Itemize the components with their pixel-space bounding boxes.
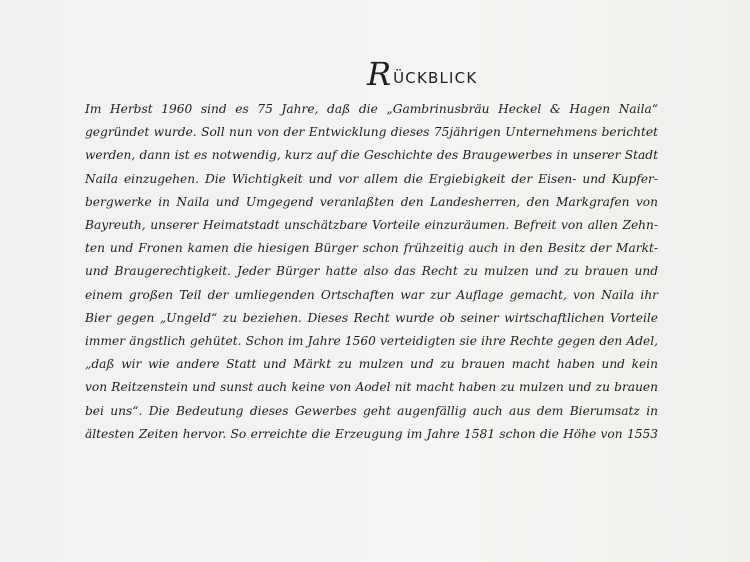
- title-rest: ÜCKBLICK: [393, 69, 478, 87]
- text-line: Im Herbst 1960 sind es 75 Jahre, daß die „Gambrinusbräu Heckel & Hagen Naila“: [85, 102, 658, 116]
- title-initial: R: [367, 55, 392, 93]
- text-line: „daß wir wie andere Statt und Märkt zu mulzen und zu brauen macht haben und kein: [85, 357, 658, 372]
- text-line: ältesten Zeiten hervor. So erreichte die Erzeugung im Jahre 1581 schon die Höhe von 1553: [85, 426, 658, 441]
- text-line: Naila einzugehen. Die Wichtigkeit und vor allem die Ergiebigkeit der Eisen- und Kupfer-: [85, 171, 658, 186]
- text-line: von Reitzenstein und sunst auch keine von Aodel nit macht haben zu mulzen und zu brauen: [85, 380, 658, 395]
- text-line: einem großen Teil der umliegenden Ortschaften war zur Auflage gemacht, von Naila ihr: [85, 287, 658, 302]
- section-title: [367, 55, 478, 93]
- text-line: bergwerke in Naila und Umgegend veranlaßten den Landesherren, den Markgrafen von: [85, 194, 658, 209]
- text-line: Bayreuth, unserer Heimatstadt unschätzbare Vorteile einzuräumen. Befreit von allen Zehn-: [85, 218, 658, 233]
- text-line: werden, dann ist es notwendig, kurz auf die Geschichte des Braugewerbes in unserer Stadt: [85, 148, 658, 163]
- text-line: gegründet wurde. Soll nun von der Entwicklung dieses 75jährigen Unternehmens berichtet: [85, 125, 658, 140]
- body-text: [85, 98, 658, 446]
- text-line: Bier gegen „Ungeld“ zu beziehen. Dieses Recht wurde ob seiner wirtschaftlichen Vorteile: [85, 310, 658, 325]
- text-line: ten und Fronen kamen die hiesigen Bürger schon frühzeitig auch in den Besitz der Markt-: [85, 241, 658, 256]
- text-line: und Braugerechtigkeit. Jeder Bürger hatte also das Recht zu mulzen und zu brauen und: [85, 264, 658, 279]
- text-line: immer ängstlich gehütet. Schon im Jahre 1560 verteidigten sie ihre Rechte gegen den Adel,: [85, 334, 658, 349]
- text-line: bei uns“. Die Bedeutung dieses Gewerbes geht augenfällig auch aus dem Bierumsatz in: [85, 403, 658, 418]
